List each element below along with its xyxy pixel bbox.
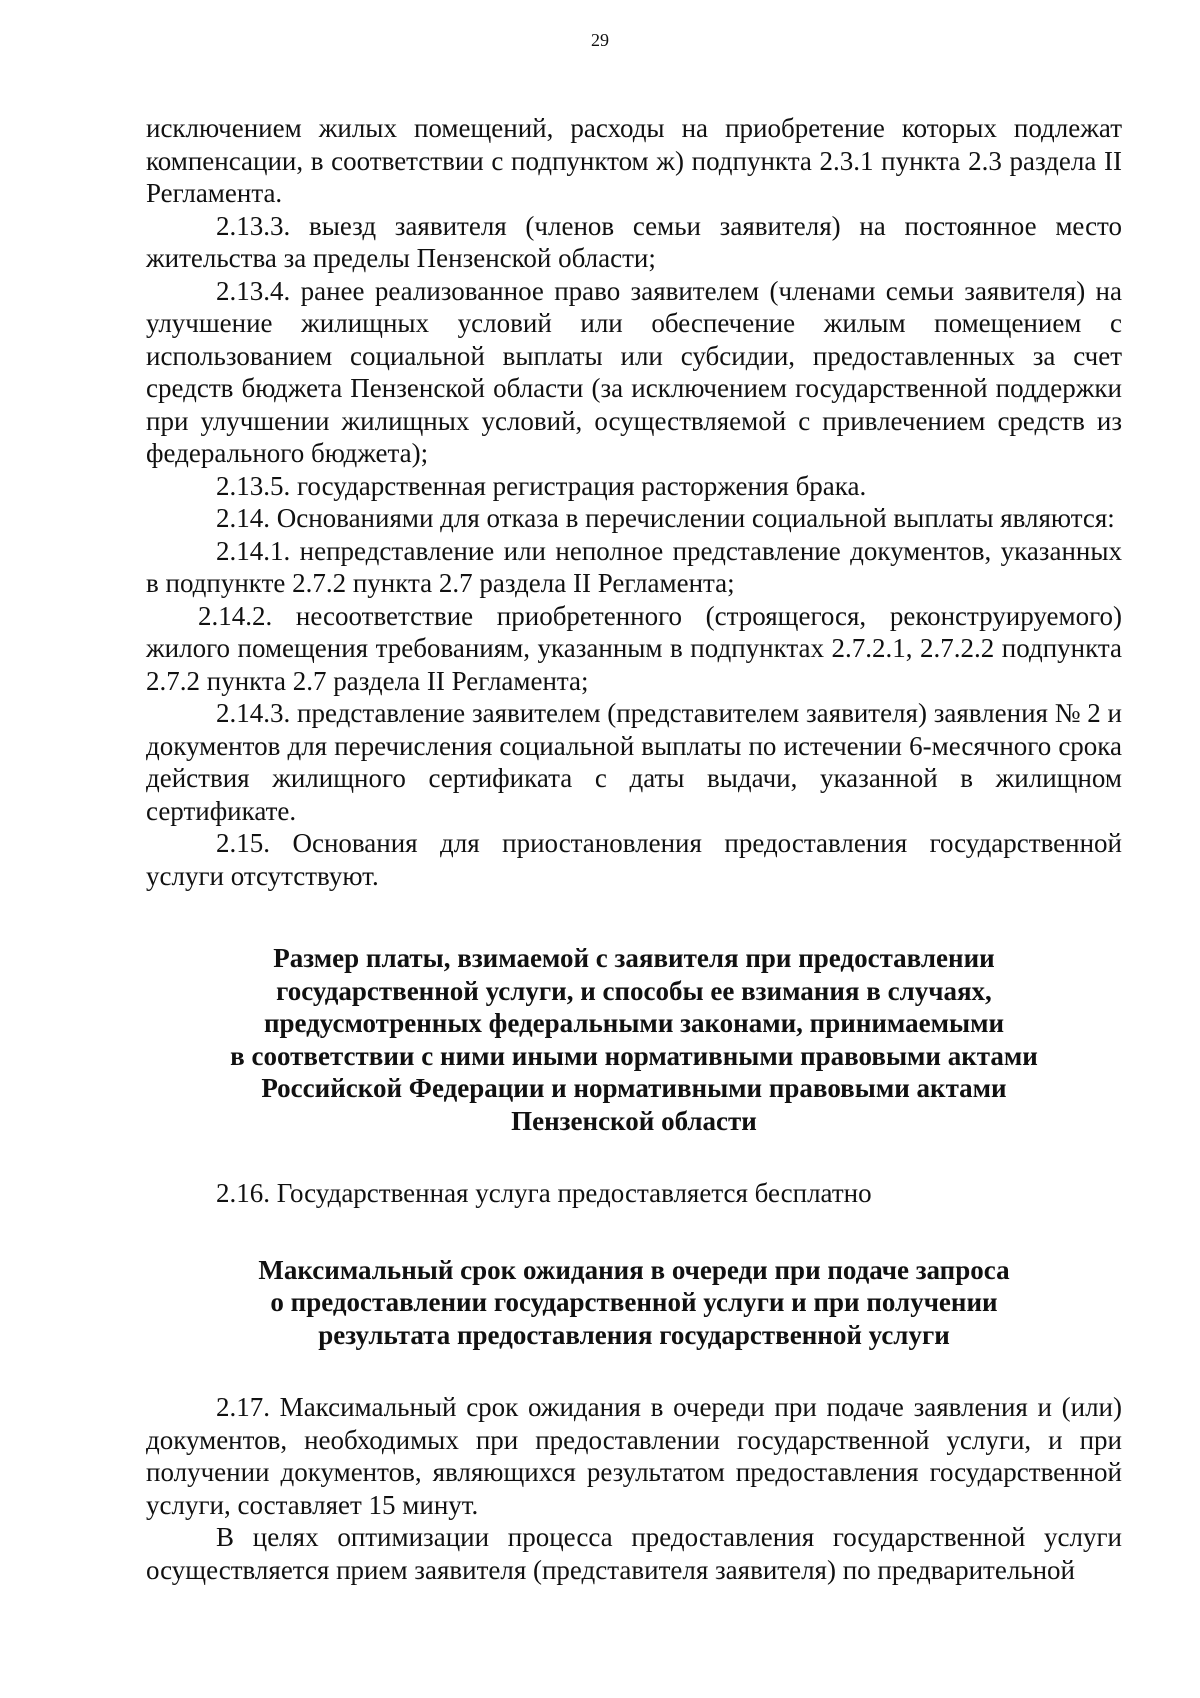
paragraph-2-16: 2.16. Государственная услуга предоставляется бесплатно <box>216 1178 872 1208</box>
heading-line: Российской Федерации и нормативными правовыми актами <box>261 1073 1007 1103</box>
section-heading-fee <box>146 942 1122 1137</box>
paragraph-2-15: 2.15. Основания для приостановления предоставления государственной услуги отсутствуют. <box>146 828 1122 891</box>
paragraph-2-14-1: 2.14.1. непредставление или неполное представление документов, указанных в подпункте 2.7.2 пункта 2.7 раздела II Регламента; <box>146 535 1122 598</box>
heading-line: государственной услуги, и способы ее взимания в случаях, <box>276 975 992 1006</box>
paragraph-2-13-4: 2.13.4. ранее реализованное право заявителем (членами семьи заявителя) на улучшение жилищных условий или обеспечение жилым помещением с использованием социальной выплаты или субсидии, предоставленных за счет средств бюджета Пензенской области (за исключением государственной поддержки при улучшении жилищных условий, осуществляемой с привлечением средств из федерального бюджета); <box>146 275 1122 468</box>
section-heading-wait <box>146 1254 1122 1352</box>
heading-line: Размер платы, взимаемой с заявителя при предоставлении <box>273 943 995 973</box>
heading-line: о предоставлении государственной услуги и при получении <box>270 1287 998 1317</box>
heading-line: результата предоставления государственной услуги <box>318 1319 950 1350</box>
paragraph-optimization: В целях оптимизации процесса предоставления государственной услуги осуществляется прием заявителя (представителя заявителя) по предварительной <box>146 1522 1122 1585</box>
paragraph-2-17: 2.17. Максимальный срок ожидания в очереди при подаче заявления и (или) документов, необходимых при предоставлении государственной услуги, и при получении документов, являющихся результатом предоставления государственной услуги, составляет 15 минут. <box>146 1392 1122 1520</box>
heading-line: Максимальный срок ожидания в очереди при подаче запроса <box>258 1254 1010 1285</box>
document-body <box>146 112 1122 1586</box>
paragraph-continuation: исключением жилых помещений, расходы на приобретение которых подлежат компенсации, в соответствии с подпунктом ж) подпункта 2.3.1 пункта 2.3 раздела II Регламента. <box>146 113 1122 208</box>
paragraph-2-13-3: 2.13.3. выезд заявителя (членов семьи заявителя) на постоянное место жительства за пределы Пензенской области; <box>146 210 1122 273</box>
heading-line: Пензенской области <box>511 1105 757 1136</box>
heading-line: предусмотренных федеральными законами, принимаемыми <box>263 1008 1005 1038</box>
paragraph-2-14-3: 2.14.3. представление заявителем (представителем заявителя) заявления № 2 и документов для перечисления социальной выплаты по истечении 6-месячного срока действия жилищного сертификата с даты выдачи, указанной в жилищном сертификате. <box>146 698 1122 826</box>
paragraph-2-14-2: 2.14.2. несоответствие приобретенного (строящегося, реконструируемого) жилого помещения требованиям, указанным в подпунктах 2.7.2.1, 2.7.2.2 подпункта 2.7.2 пункта 2.7 раздела II Регламента; <box>146 600 1122 696</box>
page-number: 29 <box>591 30 609 50</box>
heading-line: в соответствии с ними иными нормативными правовыми актами <box>230 1040 1038 1071</box>
paragraph-2-13-5: 2.13.5. государственная регистрация расторжения брака. <box>216 470 867 501</box>
paragraph-2-14: 2.14. Основаниями для отказа в перечислении социальной выплаты являются: <box>216 503 1115 533</box>
